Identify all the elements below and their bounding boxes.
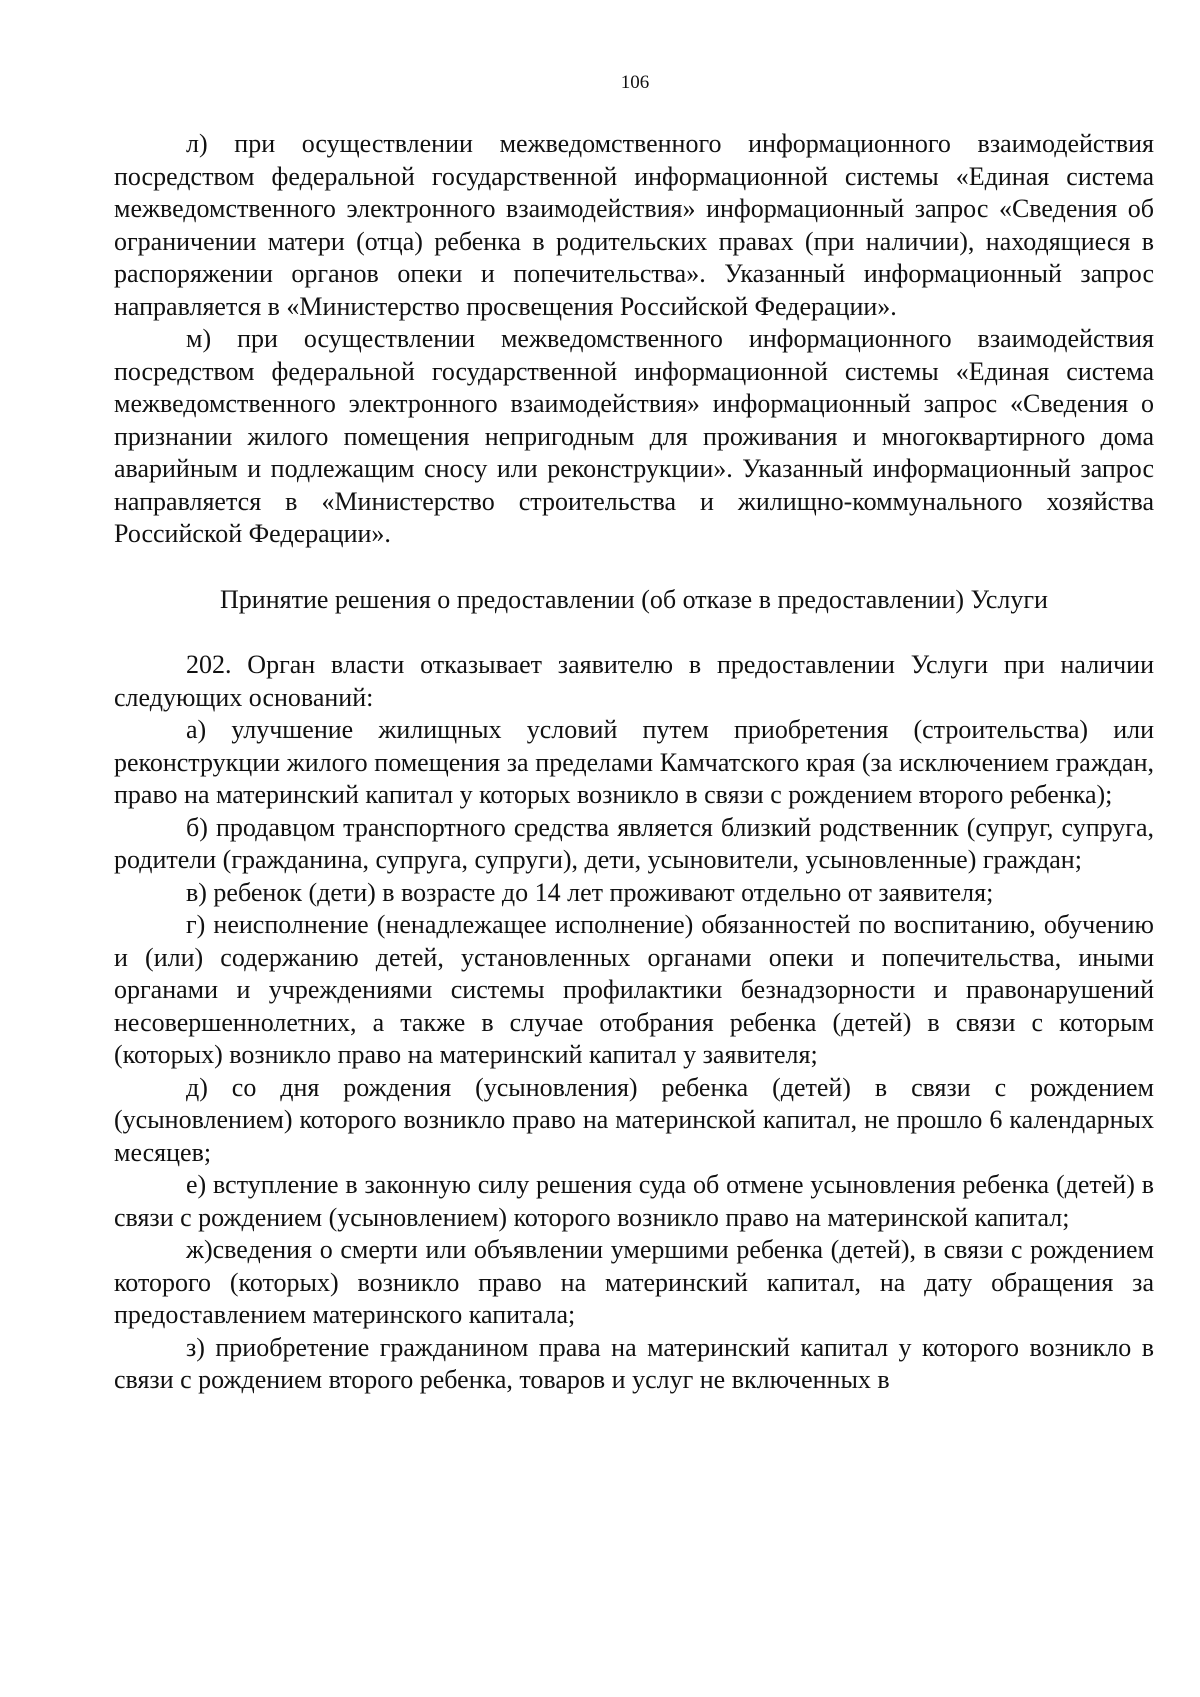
paragraph-m: м) при осуществлении межведомственного информационного взаимодействия посредством федеральной государственной информационной системы «Единая система межведомственного электронного взаимодействия» информационный запрос «Сведения о признании жилого помещения непригодным для проживания и многоквартирного дома аварийным и подлежащим сносу или реконструкции». Указанный информационный запрос направляется в «Министерство строительства и жилищно-коммунального хозяйства Российской Федерации». — [114, 324, 1154, 548]
document-body — [114, 128, 1154, 1397]
list-item-v: в) ребенок (дети) в возрасте до 14 лет проживают отдельно от заявителя; — [186, 877, 994, 907]
list-item-z: з) приобретение гражданином права на материнский капитал у которого возникло в связи с рождением второго ребенка, товаров и услуг не включенных в — [114, 1332, 1154, 1394]
paragraph-202: 202. Орган власти отказывает заявителю в предоставлении Услуги при наличии следующих оснований: — [114, 650, 1154, 712]
list-item-e: е) вступление в законную силу решения суда об отмене усыновления ребенка (детей) в связи с рождением (усыновлением) которого возникло право на материнской капитал; — [114, 1170, 1154, 1232]
list-item-a: а) улучшение жилищных условий путем приобретения (строительства) или реконструкции жилого помещения за пределами Камчатского края (за исключением граждан, право на материнский капитал у которых возникло в связи с рождением второго ребенка); — [114, 715, 1154, 809]
page-number: 106 — [620, 72, 650, 93]
list-item-d: д) со дня рождения (усыновления) ребенка (детей) в связи с рождением (усыновлением) которого возникло право на материнской капитал, не прошло 6 календарных месяцев; — [114, 1072, 1154, 1167]
paragraph-l: л) при осуществлении межведомственного информационного взаимодействия посредством федеральной государственной информационной системы «Единая система межведомственного электронного взаимодействия» информационный запрос «Сведения об ограничении матери (отца) ребенка в родительских правах (при наличии), находящиеся в распоряжении органов опеки и попечительства». Указанный информационный запрос направляется в «Министерство просвещения Российской Федерации». — [114, 129, 1154, 321]
section-heading: Принятие решения о предоставлении (об отказе в предоставлении) Услуги — [220, 584, 1048, 614]
list-item-b: б) продавцом транспортного средства является близкий родственник (супруг, супруга, родители (гражданина, супруга, супруги), дети, усыновители, усыновленные) граждан; — [114, 812, 1154, 874]
list-item-g: г) неисполнение (ненадлежащее исполнение) обязанностей по воспитанию, обучению и (или) содержанию детей, установленных органами опеки и попечительства, иными органами и учреждениями системы профилактики безнадзорности и правонарушений несовершеннолетних, а также в случае отобрания ребенка (детей) в связи с которым (которых) возникло право на материнский капитал у заявителя; — [114, 910, 1154, 1069]
list-item-zh: ж)сведения о смерти или объявлении умершими ребенка (детей), в связи с рождением которого (которых) возникло право на материнский капитал, на дату обращения за предоставлением материнского капитала; — [114, 1235, 1154, 1329]
